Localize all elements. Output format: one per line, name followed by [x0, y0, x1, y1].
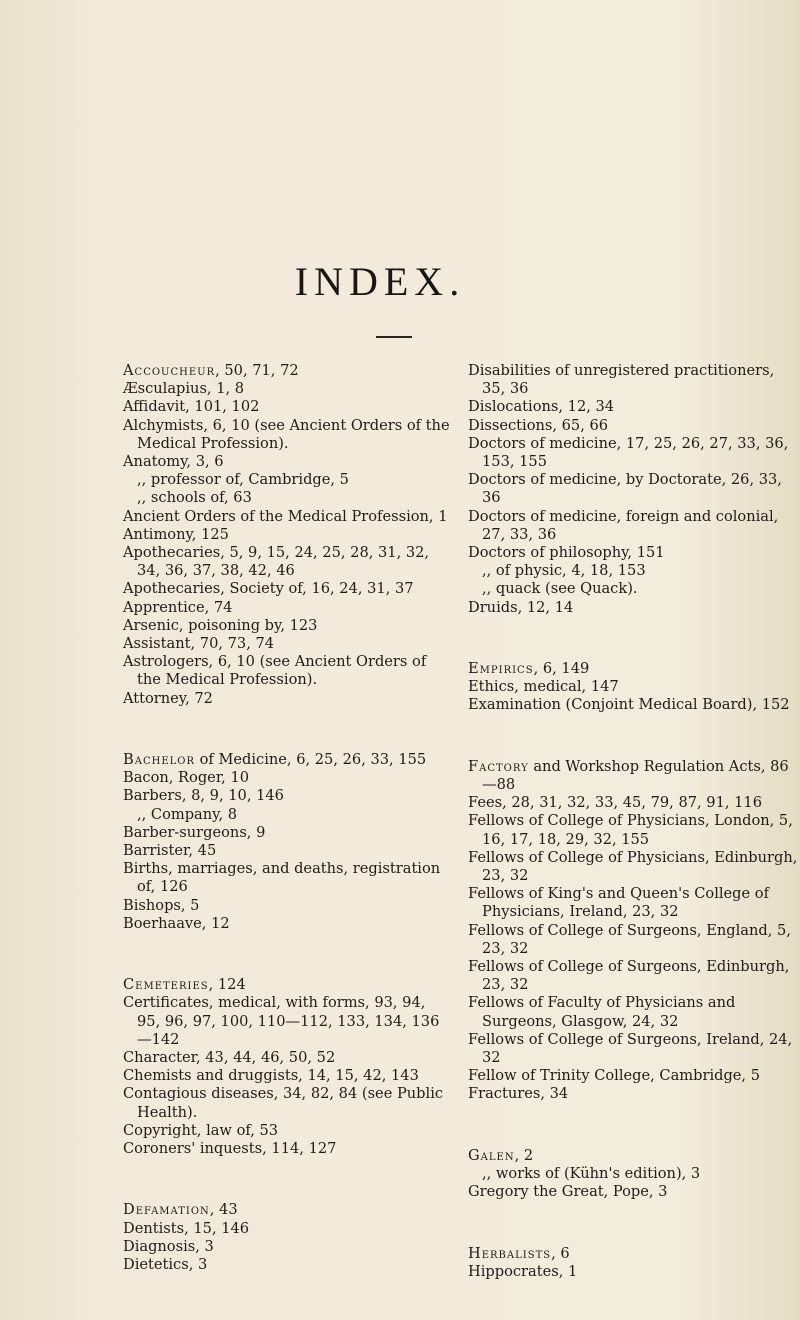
title-divider	[376, 336, 412, 338]
index-entry: Druids, 12, 14	[468, 598, 574, 616]
index-subentry: ,, professor of, Cambridge, 5	[137, 471, 349, 489]
section-lead-word: Cemeteries	[123, 976, 209, 994]
index-entry: Antimony, 125	[123, 525, 229, 543]
index-subentry: ,, quack (see Quack).	[482, 580, 638, 598]
index-entry: Fellows of King's and Queen's College of Physicians, Ireland, 23, 32	[468, 885, 769, 921]
index-entry: Bachelor of Medicine, 6, 25, 26, 33, 155	[123, 751, 427, 769]
index-entry: Astrologers, 6, 10 (see Ancient Orders of the Medical Profession).	[123, 653, 427, 689]
section-gap	[123, 948, 453, 962]
index-entry: Fellows of College of Physicians, Edinburgh, 23, 32	[468, 848, 798, 885]
section-lead-word: Defamation	[123, 1201, 210, 1219]
index-entry: Births, marriages, and deaths, registration of, 126	[123, 860, 441, 896]
index-entry: Bacon, Roger, 10	[123, 769, 250, 787]
index-entry: Ancient Orders of the Medical Profession, 1	[123, 507, 448, 525]
index-subentry: ,, works of (Kühn's edition), 3	[482, 1165, 701, 1183]
index-entry: Gregory the Great, Pope, 3	[468, 1183, 668, 1201]
index-entry: Hippocrates, 1	[468, 1262, 578, 1280]
index-entry: Cemeteries, 124	[123, 976, 246, 994]
index-entry: Fellow of Trinity College, Cambridge, 5	[468, 1067, 760, 1085]
index-entry: Apprentice, 74	[123, 598, 233, 616]
index-entry: Herbalists, 6	[468, 1244, 570, 1262]
index-entry: Fellows of College of Physicians, London, 5, 16, 17, 18, 29, 32, 155	[468, 812, 793, 848]
section-gap	[123, 1173, 453, 1187]
index-entry: Character, 43, 44, 46, 50, 52	[123, 1049, 336, 1067]
section-lead-word: Bachelor	[123, 751, 195, 769]
index-entry: Ethics, medical, 147	[468, 678, 619, 696]
section-gap	[123, 722, 453, 736]
section-gap	[468, 1118, 800, 1132]
index-entry: Apothecaries, 5, 9, 15, 24, 25, 28, 31, 32, 34, 36, 37, 38, 42, 46	[123, 544, 430, 580]
index-entry: Certificates, medical, with forms, 93, 94, 95, 96, 97, 100, 110—112, 133, 134, 136—142	[123, 994, 440, 1048]
index-entry: Galen, 2	[468, 1146, 534, 1164]
index-column-left	[123, 362, 453, 1274]
index-subentry: ,, of physic, 4, 18, 153	[482, 562, 646, 580]
index-entry: Factory and Workshop Regulation Acts, 86—88	[468, 757, 789, 794]
index-entry: Diagnosis, 3	[123, 1237, 214, 1255]
index-entry: Bishops, 5	[123, 896, 200, 914]
index-entry: Boerhaave, 12	[123, 914, 230, 932]
index-entry: Defamation, 43	[123, 1201, 238, 1219]
section-gap	[468, 729, 800, 743]
index-entry: Fellows of Faculty of Physicians and Surgeons, Glasgow, 24, 32	[468, 994, 736, 1030]
index-entry: Dislocations, 12, 34	[468, 398, 615, 416]
index-entry: Dissections, 65, 66	[468, 416, 609, 434]
index-entry: Apothecaries, Society of, 16, 24, 31, 37	[123, 580, 414, 598]
index-entry: Anatomy, 3, 6	[123, 453, 224, 471]
section-lead-word: Factory	[468, 757, 529, 775]
index-entry: Barrister, 45	[123, 842, 217, 860]
index-entry: Dentists, 15, 146	[123, 1219, 250, 1237]
index-entry: Copyright, law of, 53	[123, 1121, 279, 1139]
index-entry: Doctors of medicine, 17, 25, 26, 27, 33, 36, 153, 155	[468, 434, 789, 471]
section-lead-word: Galen	[468, 1146, 515, 1164]
index-entry: Accoucheur, 50, 71, 72	[123, 362, 299, 379]
index-column-right	[468, 362, 800, 1281]
index-entry: Attorney, 72	[123, 689, 213, 707]
index-entry: Æsculapius, 1, 8	[123, 380, 245, 398]
index-entry: Empirics, 6, 149	[468, 660, 590, 678]
index-entry: Fellows of College of Surgeons, Edinburgh, 23, 32	[468, 958, 790, 994]
index-entry: Contagious diseases, 34, 82, 84 (see Public Health).	[123, 1085, 444, 1121]
index-entry: Doctors of medicine, foreign and colonial, 27, 33, 36	[468, 507, 779, 543]
index-entry: Fellows of College of Surgeons, Ireland, 24, 32	[468, 1030, 793, 1067]
section-gap	[468, 1216, 800, 1230]
page-title: INDEX.	[294, 259, 466, 304]
section-gap	[468, 631, 800, 645]
section-lead-word: Empirics	[468, 660, 534, 678]
index-subentry: ,, Company, 8	[137, 805, 238, 823]
index-entry: Dietetics, 3	[123, 1256, 208, 1274]
index-entry: Barber-surgeons, 9	[123, 823, 266, 841]
index-subentry: ,, schools of, 63	[137, 489, 252, 507]
index-entry: Fellows of College of Surgeons, England, 5, 23, 32	[468, 921, 791, 957]
section-lead-word: Herbalists	[468, 1244, 552, 1262]
index-entry: Arsenic, poisoning by, 123	[123, 616, 318, 634]
section-lead-word: Accoucheur	[123, 362, 216, 379]
index-entry: Fractures, 34	[468, 1085, 569, 1103]
index-entry: Chemists and druggists, 14, 15, 42, 143	[123, 1067, 419, 1085]
index-entry: Alchymists, 6, 10 (see Ancient Orders of the Medical Profession).	[123, 416, 450, 452]
index-entry: Examination (Conjoint Medical Board), 152	[468, 696, 790, 714]
index-entry: Assistant, 70, 73, 74	[123, 635, 275, 653]
index-entry: Fees, 28, 31, 32, 33, 45, 79, 87, 91, 116	[468, 794, 763, 812]
index-entry: Coroners' inquests, 114, 127	[123, 1140, 337, 1158]
index-entry: Doctors of medicine, by Doctorate, 26, 33, 36	[468, 471, 782, 507]
index-entry: Doctors of philosophy, 151	[468, 544, 665, 562]
index-entry: Affidavit, 101, 102	[123, 398, 260, 416]
index-entry: Disabilities of unregistered practitioners, 35, 36	[468, 362, 775, 398]
index-entry: Barbers, 8, 9, 10, 146	[123, 787, 284, 805]
